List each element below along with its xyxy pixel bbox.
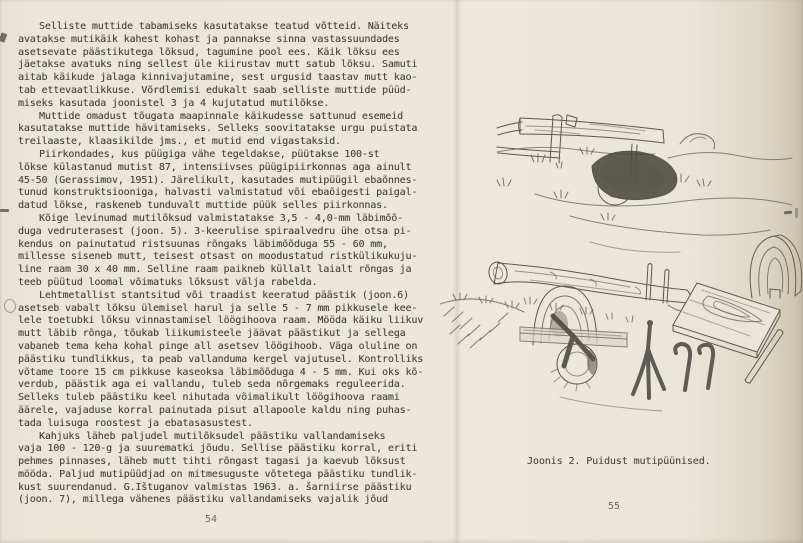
fence-post <box>550 115 577 163</box>
text-line: (joon. 7), millega vähenes päästiku vallandamiseks vajalik jõud <box>18 494 388 506</box>
turf-hatch <box>440 293 524 348</box>
text-line: mööda. Paljud mutipüüdjad on mitmesuguste võtetega päästiku tundlik- <box>18 468 418 480</box>
text-line: Piirkondades, kus püügiga vähe tegeldakse, püütakse 100-st <box>39 148 380 160</box>
text-line: kendus on painutatud ristsuunas rõngaks läbimõõduga 55 - 60 mm, <box>18 238 388 250</box>
text-line: asetsevate päästikutega lõksud, tagumine pool ees. Käik lõksu ees <box>18 46 400 58</box>
top-scene-set-trap <box>497 115 792 253</box>
text-line: teeb püütud loomal võimatuks lõksust välja rabelda. <box>18 276 318 288</box>
text-line: asetseb vabalt lõksu ülemisel harul ja selle 5 - 7 mm pikkusele kee- <box>18 302 418 314</box>
text-line: kust suurendanud. G.Ištuganov valmistas 1963. a. šarniirse päästiku <box>18 481 412 493</box>
text-line: pehmes pinnases, läheb mutt tihti rõngast tagasi ja kaevub lõksust <box>18 456 406 468</box>
text-line: vaja 100 - 120-g ja suurematki jõudu. Sellise päästiku korral, eriti <box>18 443 418 455</box>
text-line: tada luisuga roostest ja ebatasasustest. <box>18 417 253 429</box>
text-line: Kahjuks läheb paljudel mutilõksudel päästiku vallandamiseks <box>39 430 386 442</box>
page-number-left: 54 <box>205 514 218 525</box>
text-line: millesse siseneb mutt, teisest otsast on moodustatud ristkülikukuju- <box>18 251 418 263</box>
text-line: mutt läbib rõnga, tõukab liikumisteele jäävat päästikut ja sellega <box>18 328 406 340</box>
text-line: Kõige levinumad mutilõksud valmistatakse 3,5 - 4,0-mm läbimõõ- <box>39 212 403 224</box>
text-line: äärele, vajaduse korral painutada pisut allapoole kaldu ning puhas- <box>18 404 412 416</box>
text-line: Muttide omadust tõugata maapinnale käikudesse sattunud esemeid <box>39 110 403 122</box>
text-line: line raam 30 x 40 mm. Selline raam paikneb küllalt laialt rõngas ja <box>18 264 412 276</box>
text-line: treilaaste, klaasikilde jms., et mutid end vigastaksid. <box>18 136 341 148</box>
text-block <box>18 21 438 507</box>
text-line: avatakse mutikäik kahest kohast ja pannakse sinna vastassuundades <box>18 33 400 45</box>
text-line: päästiku tundlikkus, ta peab vallanduma kergel vajutusel. Kontrolliks <box>18 353 424 365</box>
mole-trap-illustration <box>440 72 803 457</box>
text-line: jäetakse avatuks ning sellest üle kiirustav mutt satub lõksu. Samuti <box>18 59 418 71</box>
tunnel-hole <box>551 344 597 391</box>
burrow-hole <box>592 151 677 199</box>
margin-circle-mark <box>3 298 17 314</box>
arch-wedge <box>750 235 802 298</box>
text-line: tab ettevaatlikkuse. Võrdlemisi edukalt saab selliste muttide püüd- <box>18 84 412 96</box>
text-line: verdub, päästik aga ei vallandu, tuleb seda nõrgemaks reguleerida. <box>18 379 406 391</box>
text-line: Selleks tuleb päästiku keel nihutada võimalikult löögihoova raami <box>18 392 400 404</box>
bottom-scene-trap-parts <box>440 235 802 411</box>
text-line: miseks kasutada joonistel 3 ja 4 kujutatud mutilõkse. <box>18 97 330 109</box>
figure-caption: Joonis 2. Puidust mutipüünised. <box>527 456 711 467</box>
fence-log <box>519 118 665 143</box>
text-line: Selliste muttide tabamiseks kasutatakse teatud võtteid. Näiteks <box>39 21 409 32</box>
page-number-right: 55 <box>608 501 621 512</box>
hook-pegs <box>675 344 713 390</box>
text-line: võtame toore 15 cm pikkuse kaseoksa läbimõõduga 4 - 5 mm. Kui oks kõ- <box>18 366 424 378</box>
text-line: Lehtmetallist stantsitud või traadist keeratud päästik (joon.6) <box>39 289 409 301</box>
text-line: lõkse külastanud mutist 87, intensiivses püügipiirkonnas aga ainult <box>18 161 412 173</box>
deadfall-log <box>487 260 690 322</box>
text-line: tunud konstruktsiooniga, halvasti valmistatud või ebaõigesti paigal- <box>18 187 418 199</box>
text-line: duga vedruterasest (joon. 5). 3-keerulise spiraalvedru ühe otsa pi- <box>18 225 412 237</box>
text-line: vabaneb tema keha kohal pinge all asetsev löögihoob. Väga oluline on <box>18 340 418 352</box>
text-line: datud lõkse, raskeneb tunduvalt muttide püük selles piirkonnas. <box>18 200 388 212</box>
scan-artifact <box>0 209 9 212</box>
scan-artifact <box>0 32 7 43</box>
text-line: lele toetubki lõksu vinnastamisel löögihoova raam. Mööda käiku liikuv <box>18 315 424 327</box>
text-line: 45-50 (Gerassimov, 1951). Järelikult, kasutades mutipüügil ebaõnnes- <box>18 174 418 186</box>
text-line: aitab käikude jalaga kinnivajutamine, sest urgusid taastav mutt kao- <box>18 72 418 84</box>
trident-fork <box>633 320 664 398</box>
text-line: kasutatakse muttide hävitamiseks. Selleks soovitatakse urgu puistata <box>18 123 418 135</box>
